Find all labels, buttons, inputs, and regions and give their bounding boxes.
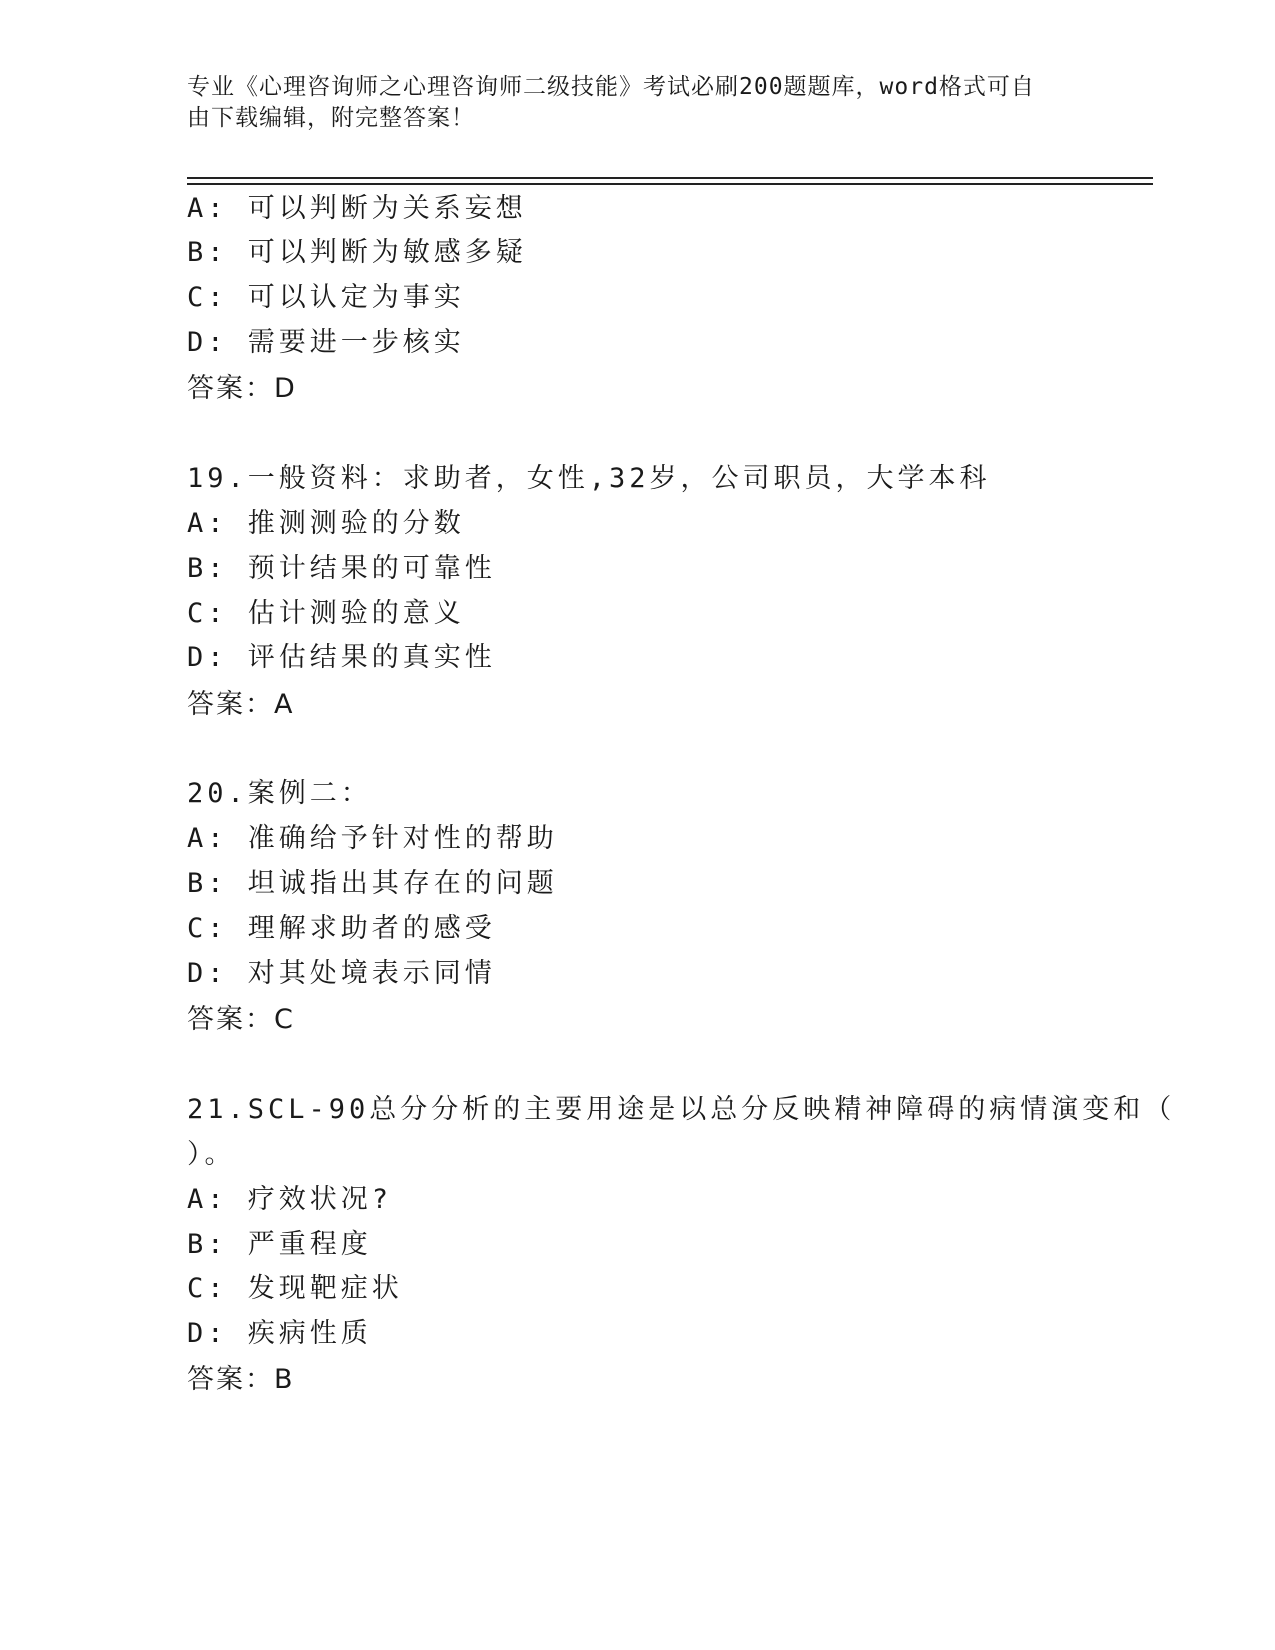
- q19-option-c: C: 估计测验的意义: [187, 598, 465, 629]
- q21-answer: 答案：B: [187, 1364, 295, 1395]
- document-header: [187, 72, 1067, 134]
- header-divider-bottom: [187, 183, 1153, 185]
- q20-option-c: C: 理解求助者的感受: [187, 913, 496, 944]
- q19-option-b: B: 预计结果的可靠性: [187, 553, 496, 584]
- q21-option-a: A: 疗效状况?: [187, 1184, 393, 1215]
- q21-question-line-2: ）。: [187, 1139, 236, 1170]
- q20-option-b: B: 坦诚指出其存在的问题: [187, 868, 558, 899]
- q21-option-b: B: 严重程度: [187, 1229, 372, 1260]
- q19-question: 19.一般资料：求助者，女性,32岁，公司职员，大学本科: [187, 463, 991, 494]
- q18-option-a: A: 可以判断为关系妄想: [187, 193, 527, 224]
- q19-option-d: D: 评估结果的真实性: [187, 642, 496, 673]
- q18-option-b: B: 可以判断为敏感多疑: [187, 237, 527, 268]
- q20-option-a: A: 准确给予针对性的帮助: [187, 823, 558, 854]
- q20-option-d: D: 对其处境表示同情: [187, 958, 496, 989]
- q18-option-d: D: 需要进一步核实: [187, 327, 465, 358]
- q19-answer: 答案：A: [187, 689, 295, 720]
- header-divider-top: [187, 177, 1153, 179]
- q19-option-a: A: 推测测验的分数: [187, 508, 465, 539]
- q20-answer: 答案：C: [187, 1004, 295, 1035]
- q21-option-d: D: 疾病性质: [187, 1318, 372, 1349]
- q18-option-c: C: 可以认定为事实: [187, 282, 465, 313]
- q21-option-c: C: 发现靶症状: [187, 1273, 403, 1304]
- header-line-1: 专业《心理咨询师之心理咨询师二级技能》考试必刷200题题库，word格式可自: [187, 74, 1035, 100]
- q21-question-line-1: 21.SCL-90总分分析的主要用途是以总分反映精神障碍的病情演变和（: [187, 1094, 1176, 1125]
- header-line-2: 由下载编辑，附完整答案！: [187, 105, 475, 131]
- q18-answer: 答案：D: [187, 373, 297, 404]
- q20-question: 20.案例二：: [187, 778, 372, 809]
